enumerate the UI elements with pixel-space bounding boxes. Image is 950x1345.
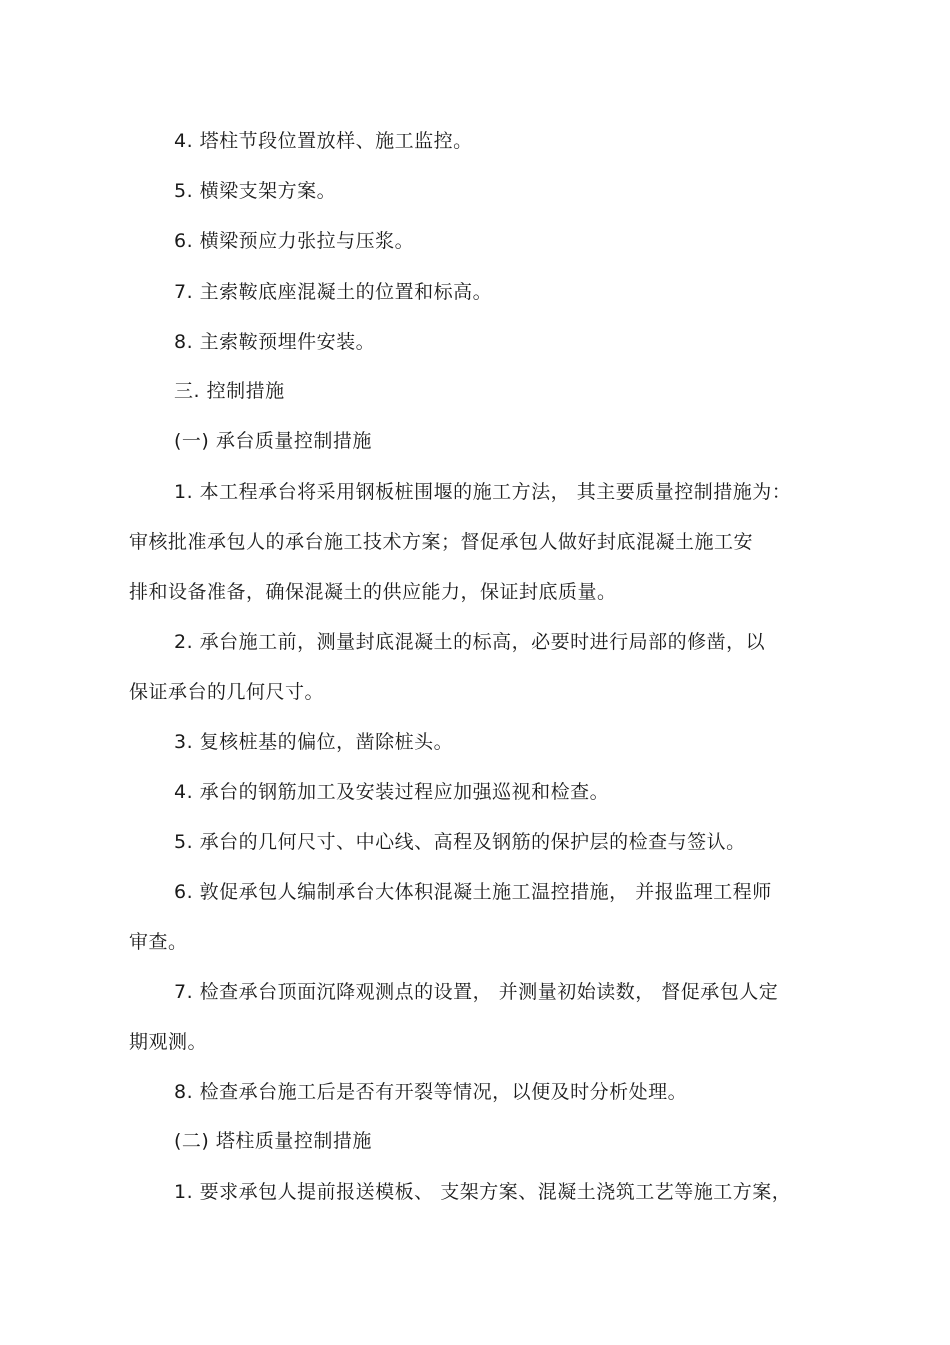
paragraph-line: 1. 本工程承台将采用钢板桩围堰的施工方法， 其主要质量控制措施为：: [174, 481, 792, 503]
paragraph-line: 6. 敦促承包人编制承台大体积混凝土施工温控措施， 并报监理工程师: [174, 881, 772, 903]
list-item: 4. 承台的钢筋加工及安装过程应加强巡视和检查。: [174, 781, 610, 803]
paragraph-line: 审核批准承包人的承台施工技术方案；督促承包人做好封底混凝土施工安: [129, 531, 754, 553]
list-item: 8. 检查承台施工后是否有开裂等情况，以便及时分析处理。: [174, 1081, 688, 1103]
list-item: 5. 承台的几何尺寸、中心线、高程及钢筋的保护层的检查与签认。: [174, 831, 746, 853]
subsection-heading: (一) 承台质量控制措施: [174, 430, 372, 452]
list-item: 5. 横梁支架方案。: [174, 180, 337, 202]
list-item: 6. 横梁预应力张拉与压浆。: [174, 230, 415, 252]
section-heading: 三. 控制措施: [174, 380, 285, 402]
paragraph-line: 审查。: [129, 931, 188, 953]
paragraph-line: 7. 检查承台顶面沉降观测点的设置， 并测量初始读数， 督促承包人定: [174, 981, 779, 1003]
list-item: 4. 塔柱节段位置放样、施工监控。: [174, 130, 473, 152]
list-item: 3. 复核桩基的偏位，凿除桩头。: [174, 731, 454, 753]
paragraph-line: 期观测。: [129, 1031, 208, 1053]
list-item: 7. 主索鞍底座混凝土的位置和标高。: [174, 281, 493, 303]
subsection-heading: (二) 塔柱质量控制措施: [174, 1130, 372, 1152]
paragraph-line: 1. 要求承包人提前报送模板、 支架方案、混凝土浇筑工艺等施工方案，: [174, 1181, 792, 1203]
list-item: 8. 主索鞍预埋件安装。: [174, 331, 376, 353]
paragraph-line: 排和设备准备，确保混凝土的供应能力，保证封底质量。: [129, 581, 617, 603]
paragraph-line: 保证承台的几何尺寸。: [129, 681, 325, 703]
paragraph-line: 2. 承台施工前，测量封底混凝土的标高，必要时进行局部的修凿，以: [174, 631, 766, 653]
